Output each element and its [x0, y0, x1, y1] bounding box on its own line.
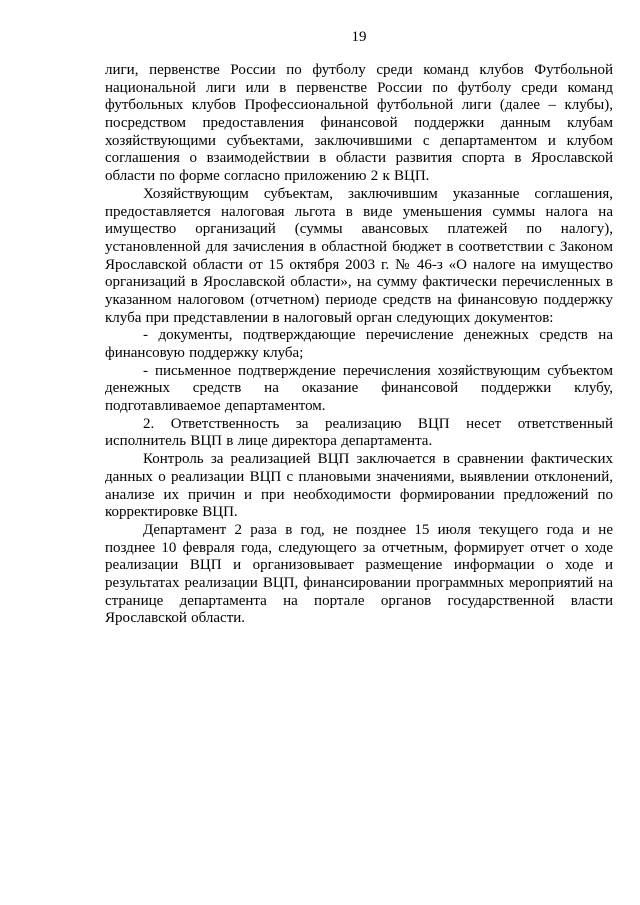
- list-item-documents: - документы, подтверждающие перечисление денежных средств на финансовую поддержку клуба;: [105, 327, 613, 361]
- paragraph-control: Контроль за реализацией ВЦП заключается в сравнении фактических данных о реализации ВЦП с плановыми значениями, выявлении отклонений, анализе их причин и при необходимости формировании предложений по корректировке ВЦП.: [105, 451, 613, 521]
- paragraph-responsibility: 2. Ответственность за реализацию ВЦП несет ответственный исполнитель ВЦП в лице директора департамента.: [105, 415, 613, 450]
- paragraph-reporting: Департамент 2 раза в год, не позднее 15 июля текущего года и не позднее 10 февраля года, следующего за отчетным, формирует отчет о ходе реализации ВЦП и организовывает размещение информации о ходе и результатах реализации ВЦП, финансировании программных мероприятий на странице департамента на портале органов государственной власти Ярославской области.: [105, 521, 613, 627]
- document-body: [105, 62, 613, 628]
- paragraph-tax-benefit: Хозяйствующим субъектам, заключившим указанные соглашения, предоставляется налоговая льгота в виде уменьшения суммы налога на имущество организаций (суммы авансовых платежей по налогу), установленной для зачисления в областной бюджет в соответствии с Законом Ярославской области от 15 октября 2003 г. № 46-з «О налоге на имущество организаций в Ярославской области», на сумму фактически перечисленных в указанном налоговом (отчетном) периоде средств на финансовую поддержку клуба при представлении в налоговый орган следующих документов:: [105, 185, 613, 326]
- page-number: 19: [351, 29, 367, 45]
- paragraph-continuation: лиги, первенстве России по футболу среди команд клубов Футбольной национальной лиги или в первенстве России по футболу среди команд футбольных клубов Профессиональной футбольной лиги (далее – клубы), посредством предоставления финансовой поддержки данным клубам хозяйствующими субъектами, заключившими с департаментом и клубом соглашения о взаимодействии в области развития спорта в Ярославской области по форме согласно приложению 2 к ВЦП.: [105, 62, 613, 185]
- list-item-written-confirmation: - письменное подтверждение перечисления хозяйствующим субъектом денежных средств на оказание финансовой поддержки клубу, подготавливаемое департаментом.: [105, 362, 613, 415]
